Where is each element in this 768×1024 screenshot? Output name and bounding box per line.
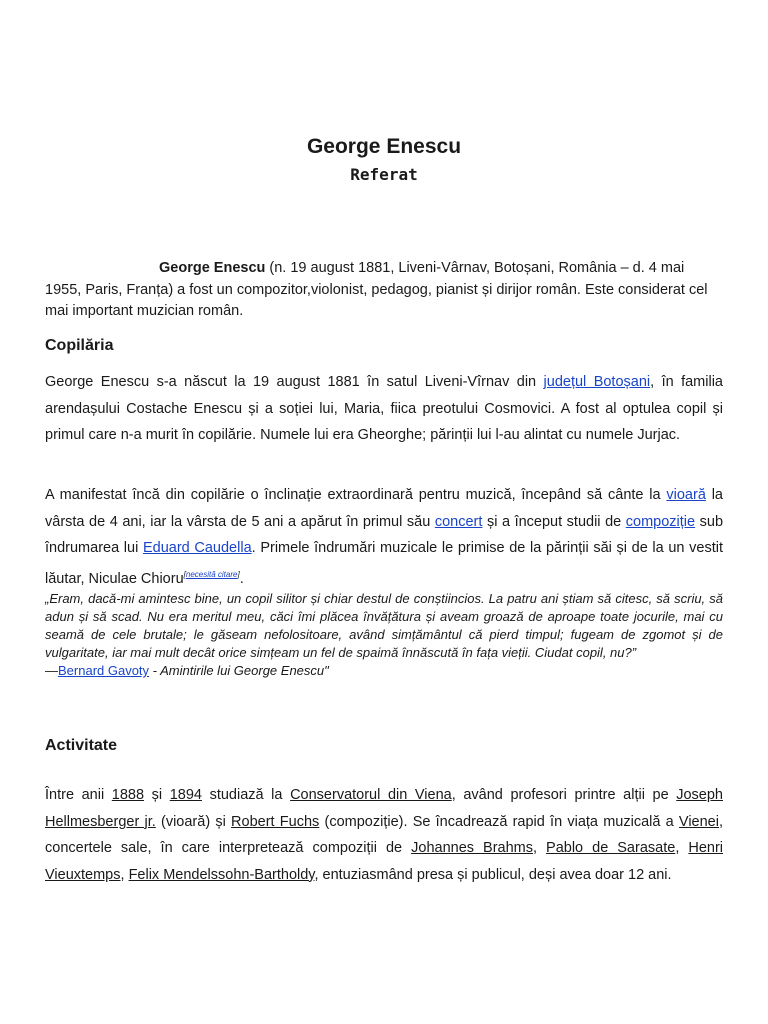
link-felix-mendelssohn[interactable]: Felix Mendelssohn-Bartholdy [128,866,315,883]
copilaria-paragraph-2 [45,482,723,592]
text-run: . [239,570,244,587]
document-title: George Enescu [306,135,462,158]
section-heading-activitate: Activitate [45,737,118,754]
link-bernard-gavoty[interactable]: Bernard Gavoty [58,663,150,678]
text-run: , în familia arendașului Costache Enescu și a soției lui, Maria, fiica preotului Cosmovici. A fost al optulea copil și primul care n-a murit în copilărie. Numele lui era Gheorghe; părinții lui l-au alintat cu numele Jurjac. [45,374,723,443]
cite-bracket: [ [183,569,186,579]
intro-paragraph [45,258,723,323]
cite-bracket: ] [237,569,240,579]
text-run: studiază la [201,787,291,803]
link-johannes-brahms[interactable]: Johannes Brahms [411,840,533,856]
text-run: (vioară) și [155,813,232,830]
blockquote [45,590,723,680]
text-run: George Enescu s-a născut la 19 august 1881 în satul Liveni-Vîrnav din [45,374,544,390]
copilaria-paragraph-1 [45,369,723,449]
link-eduard-caudella[interactable]: Eduard Caudella [142,540,252,556]
text-run: , [120,866,129,883]
text-run: Între anii [45,787,112,803]
intro-text: (n. 19 august 1881, Liveni-Vârnav, Botoșani, România – d. 4 mai 1955, Paris, Franța) a fost un compozitor,violonist, pedagog, pianist și dirijor român. Este considerat cel mai important muzician român. [45,260,708,319]
text-run: , entuziasmând presa și publicul, deși avea doar 12 ani. [314,866,672,883]
link-compozitie[interactable]: compoziție [625,513,696,530]
text-run: (compoziție). Se încadrează rapid în viața muzicală a [319,813,679,830]
text-run: A manifestat încă din copilărie o înclinație extraordinară pentru muzică, începând să cânte la [45,487,667,503]
text-run: , având profesori printre alții pe [451,787,677,803]
text-run: sub îndrumarea lui [45,513,724,556]
link-concert[interactable]: concert [434,513,483,530]
link-1894[interactable]: 1894 [169,787,202,803]
text-run: și a început studii de [482,513,626,530]
quote-source: - Amintirile lui George Enescu" [149,663,329,678]
link-vienei[interactable]: Vienei [678,813,719,830]
quote-text: „Eram, dacă-mi amintesc bine, un copil silitor și chiar destul de conștiincios. La patru ani știam să citesc, să scriu, să adun și să scad. Nu era meritul meu, căci îmi plăcea învățătura și aveam groază de aproape toate jocurile, mai cu seamă de cele brutale; le găseam nefolositoare, având simțământul că pierd timpul; fugeam de zgomot și de vulgaritate, iar mai mult decât orice simțeam un fel de spaimă înnăscută în fața vieții. Ciudat copil, nu?” [45,591,723,660]
intro-name: George Enescu [159,260,266,276]
quote-dash: — [45,663,58,678]
text-run: , [675,840,689,856]
link-henri-vieuxtemps[interactable]: Henri Vieuxtemps [45,840,724,883]
document-subtitle: Referat [350,165,418,184]
link-1888[interactable]: 1888 [111,787,145,803]
link-necesita-citare[interactable]: necesită citare [185,569,238,579]
link-pablo-de-sarasate[interactable]: Pablo de Sarasate [546,840,676,856]
link-robert-fuchs[interactable]: Robert Fuchs [231,813,320,830]
link-conservatorul-din-viena[interactable]: Conservatorul din Viena [290,787,452,803]
text-run: . Primele îndrumări muzicale le primise de la părinții săi și de la un vestit lăutar, Niculae Chioru [45,540,723,587]
link-judetul-botosani[interactable]: județul Botoșani [543,374,651,390]
activitate-paragraph [45,782,723,888]
text-run: la vârsta de 4 ani, iar la vârsta de 5 ani a apărut în primul său [45,487,723,530]
text-run: , concertele sale, în care interpretează compoziții de [45,813,723,856]
text-run: , [532,840,547,856]
section-heading-copilaria: Copilăria [45,337,114,354]
text-run: și [144,787,170,803]
link-joseph-hellmesberger[interactable]: Joseph Hellmesberger jr. [45,787,723,830]
citation-needed [184,570,240,579]
link-vioara[interactable]: vioară [666,487,706,503]
